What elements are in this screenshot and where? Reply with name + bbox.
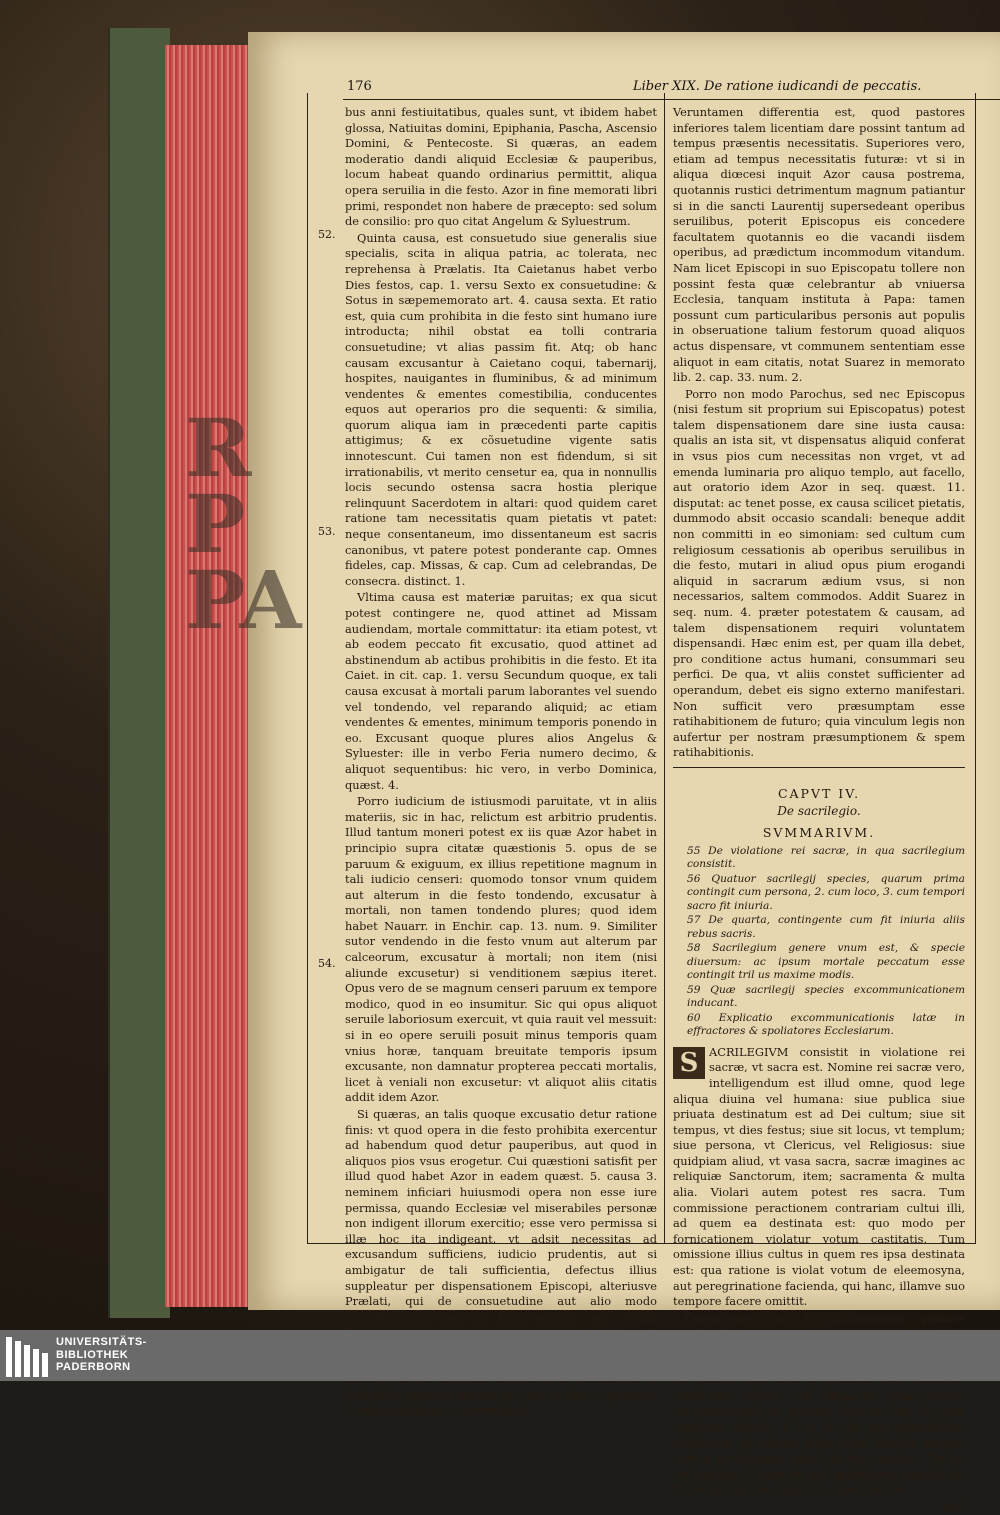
chapter-text: ACRILEGIVM consistit in violatione rei sacræ, vt sacra est. Nomine rei sacræ vero, intelligendum est illud omne, quod lege aliqua diuina vel humana: siue publica siue priuata destinatum est ad Dei cultum; siue sit tempus, vt dies festus; siue sit locus, vt templum; siue persona, vt Clericus, vel Religiosus: siue quidpiam aliud, vt vasa sacra, sacræ imagines ac reliquiæ Sanctorum, item; sacramenta & multa alia. Violari autem potest res sacra. Tum commissione peractionem contrariam cultui illi, ad quem ea destinata est: quo modo per fornicationem violatur votum castitatis. Tum omissione illius cultus in quem res ipsa destinata est: qua ratione is violat votum de eleemosyna, aut peregrinatione facienda, qui hanc, illamve suo tempore facere omittit. [673, 1044, 965, 1309]
drop-cap: S [673, 1047, 705, 1079]
left-paragraph: Vltima causa est materiæ paruitas; ex qua sicut potest contingere ne, quod attinet ad Missam audiendam, mortale committatur: ita etiam potest, vt ab eodem peccato fit excusatio, quod attinet ad abstinendum ab actibus prohibitis in die festo. Et ita Caiet. in cit. cap. 1. versu Secundum quoque, ex tali causa excusat à mortali parum laborantes vel suendo vel tondendo, vel reparando aliquid; ac etiam vendentes & ementes, minimum temporis ponendo in eo. Excusant quoque plures alios Angelus & Syluester: ille in verbo Feria numero decimo, & aliquot sequentibus: hic vero, in verbo Dominica, quæst. 4. [345, 590, 657, 792]
left-paragraph: Quinta causa, est consuetudo siue generalis siue specialis, scita in aliqua patria, ac tolerata, nec reprehensa à Prælatis. Ita Caietanus habet verbo Dies festos, cap. 1. versu Sexto ex consuetudine: & Sotus in sæpememorato art. 4. causa sexta. Et ratio est, quia cum prohibita in die festo sint humano iure introducta; nihil obstat ea tolli contraria consuetudine; vt alias passim fit. Atq; ob hanc causam excusantur à Caietano coqui, tabernarij, hospites, nauigantes in fluminibus, & ad minimum vendentes & ementes comestibilia, conducentes equos aut operarios pro die sequenti: & similia, quorum aliqua iam in præcedenti parte capitis attigimus; & ex cõsuetudine vigente satis innotescunt. Cui tamen non est fidendum, si sit irrationabilis, vt merito censetur ea, qua in nonnullis locis secundo ostensa sacra hostia plerique relinquunt Sacerdotem in altari: quod quidem caret ratione tam necessitatis quam pietatis vt patet: neque consentaneum, imo dissentaneum est sacris canonibus, vt patere potest ponderante cap. Omnes fideles, cap. Missas, & cap. Cum ad celebrandas, De consecra. distinct. 1. [345, 230, 657, 588]
page-number: 176 [347, 79, 372, 94]
left-paragraph: Si quæras, an talis quoque excusatio detur ratione finis: vt quod opera in die festo prohibita exercentur ad habendum quod detur pauperibus, aut quod in aliquos pios vsus erogetur. Cui quæstioni satisfit per illud quod habet Azor in eadem quæst. 5. causa 3. neminem inficiari huiusmodi opera non esse iure permissa, quando Ecclesiæ vel miserabiles personæ non indigent illorum exercitio; esse vero permissa si illæ hoc ita indigeant, vt adsit necessitas ad excusandum sufficiens, iudicio prudentis, aut si ambigatur de tali sufficientia, defectus illius suppleatur per dispensationem Episcopi, alteriusve Prælati, qui de consuetudine aut alio modo iurisdictionem habeat Episcopalem: aut etiam ordinario regimine animarum, pro casibus repentinis, & extraordinarie occurrentibus. [345, 1107, 657, 1418]
margin-number-54: 54. [318, 957, 336, 970]
left-paragraph: bus anni festiuitatibus, quales sunt, vt ibidem habet glossa, Natiuitas domini, Epiphania, Pascha, Ascensio Domini, & Pentecoste. Si quæras, an eadem moderatio dandi aliquid Ecclesiæ & pauperibus, locum habeat quando ordinarius permittit, aliqua opera seruilia in die festo. Azor in fine memorati libri primi, respondet non habere de præcepto: sed solum de consilio: pro quo citat Angelum & Syluestrum. [345, 105, 657, 229]
section-rule [673, 767, 965, 768]
library-footer [0, 1330, 1000, 1381]
library-logo-icon [6, 1337, 50, 1377]
right-paragraph: Veruntamen differentia est, quod pastores inferiores talem licentiam dare possint tantum ad tempus præsentis necessitatis. Superiores vero, etiam ad tempus necessitatis futuræ: vt si in aliqua diœcesi inquit Azor causa postrema, quotannis rustici detrimentum magnum patiantur si in die sancti Laurentij supersedeant operibus seruilibus, poterit Episcopus eis concedere facultatem quotannis eo die vacandi iisdem operibus, ad prædictum incommodum vitandum. Nam licet Episcopi in suo Episcopatu tollere non possint festa quæ celebrantur ab vniuersa Ecclesia, tanquam instituta à Papa: tamen possunt cum particularibus personis aut populis in obseruatione talium festorum quoad aliquos actus dispensare, vt communem sententiam esse aliquot in eam citatis, notat Suarez in memorato lib. 2. cap. 33. num. 2. [673, 105, 965, 385]
column-rule [664, 93, 665, 1243]
chapter-paragraph-2: Congruenter vero his distinguuntur quatuor verberatio Clerici vel Monachi: quæ seuera excommunicatione punitur lata in cap. Si quis suadente diabolo 17. q. 4. (de qua appendicem addidimus ad calcem primi libri) aliaque vexatio contra priuilegium quod dicitur canonis. Tertio, vectigalium & onerum aut gabellarum exactio ab Ecclesiasticis personis, cum hæc ab illis [673, 1310, 965, 1497]
chapter-title: CAPVT IV. [777, 785, 861, 801]
summary-item: 55 De violatione rei sacræ, in qua sacrilegium consistit. [687, 844, 965, 871]
library-name-line: UNIVERSITÄTS- [56, 1336, 147, 1348]
left-column [345, 105, 657, 1420]
book-cover [108, 28, 170, 1318]
summary-item: 58 Sacrilegium genere vnum est, & specie diuersum: ac ipsum mortale peccatum esse contingit tril us maxime modis. [687, 942, 965, 982]
right-paragraph: Porro non modo Parochus, sed nec Episcopus (nisi festum sit proprium sui Episcopatus) potest talem dispensationem dare sine iusta causa: qualis an ista sit, vt dispensatus aliquid conferat in vsus pios cum necessitas non vrget, vt ad emenda luminaria pro aliquo templo, aut facello, aut oratorio idem Azor in seq. quæst. 11. disputat: ac tenet posse, ex causa scilicet pietatis, dummodo absit occasio scandali: beneque addit non committi in eo simoniam: sed cultum cum religiosum cessationis ab operibus seruilibus in die festo, mutari in aliud opus pium erogandi aliquid in sacrarum ædium vsus, si non necessarios, saltem commodos. Addit Suarez in seq. num. 4. præter potestatem & causam, ad talem dispensationem requiri voluntatem dispensandi. Hæc enim est, per quam illa debet, pro conditione actus humani, consummari seu perfici. De qua, vt aliis constet sufficienter ad operandum, debet eis signo externo manifestari. Non sufficit vero præsumptam esse ratihabitionem de futuro; quia vinculum legis non aufertur per nostram præsumptionem & spem ratihabitionis. [673, 386, 965, 760]
summary-heading: SVMMARIVM. [762, 825, 876, 841]
margin-number-53: 53. [318, 525, 336, 538]
summary-item: 57 De quarta, contingente cum fit iniuria aliis rebus sacris. [687, 914, 965, 940]
running-title: Liber XIX. De ratione iudicandi de peccatis. [633, 79, 922, 94]
library-name-line: PADERBORN [56, 1361, 131, 1373]
summary-item: 59 Quæ sacrilegij species excommunicationem inducant. [687, 983, 965, 1010]
summary-item: 56 Quatuor sacrilegij species, quarum prima contingit cum persona, 2. cum loco, 3. cum tempori sacro fit iniuria. [687, 872, 965, 912]
page-edges [165, 45, 253, 1307]
left-paragraph: Porro iudicium de istiusmodi paruitate, vt in aliis materiis, sic in hac, relictum est arbitrio prudentis. Illud tantum moneri potest ex iis quæ Azor habet in principio supra citatæ quæstionis 5. opus de se paruum & exiguum, ex illius repetitione magnum in tali iudicio censeri: quomodo tonsor vnum quidem aut alterum in die festo tondendo, excusatur à mortali, non tamen tondendo plures; quod idem habet Nauarr. in Enchir. cap. 13. num. 9. Similiter sutor vendendo in die festo vnum aut alterum par calceorum, excusatur à mortali; non item (nisi aliunde excusetur) si venditionem sæpius iteret. Opus vero de se magnum censeri paruum ex tempore modico, quod in eo insumitur. Sic qui opus aliquot seruile laboriosum exercuit, vt quia rauit vel messuit: si in eo opere seruili posuit minus temporis quam vnius horæ, tanquam breuitate temporis ipsum excusante, non damnatur propterea peccati mortalis, licet à veniali non excusetur: vt aliquot aliis citatis addit idem Azor. [345, 794, 657, 1105]
chapter-paragraph-1 [673, 1045, 965, 1310]
library-name [56, 1336, 147, 1374]
catchword: sint [943, 1498, 965, 1513]
chapter-subtitle: De sacrilegio. [777, 803, 861, 818]
show-through-letters: R P PA [185, 401, 302, 647]
margin-number-52: 52. [318, 228, 336, 241]
library-name-line: BIBLIOTHEK [56, 1348, 129, 1361]
summary-item: 60 Explicatio excommunicationis latæ in effractores & spoliatores Ecclesiarum. [687, 1011, 965, 1038]
right-column [673, 105, 965, 1515]
